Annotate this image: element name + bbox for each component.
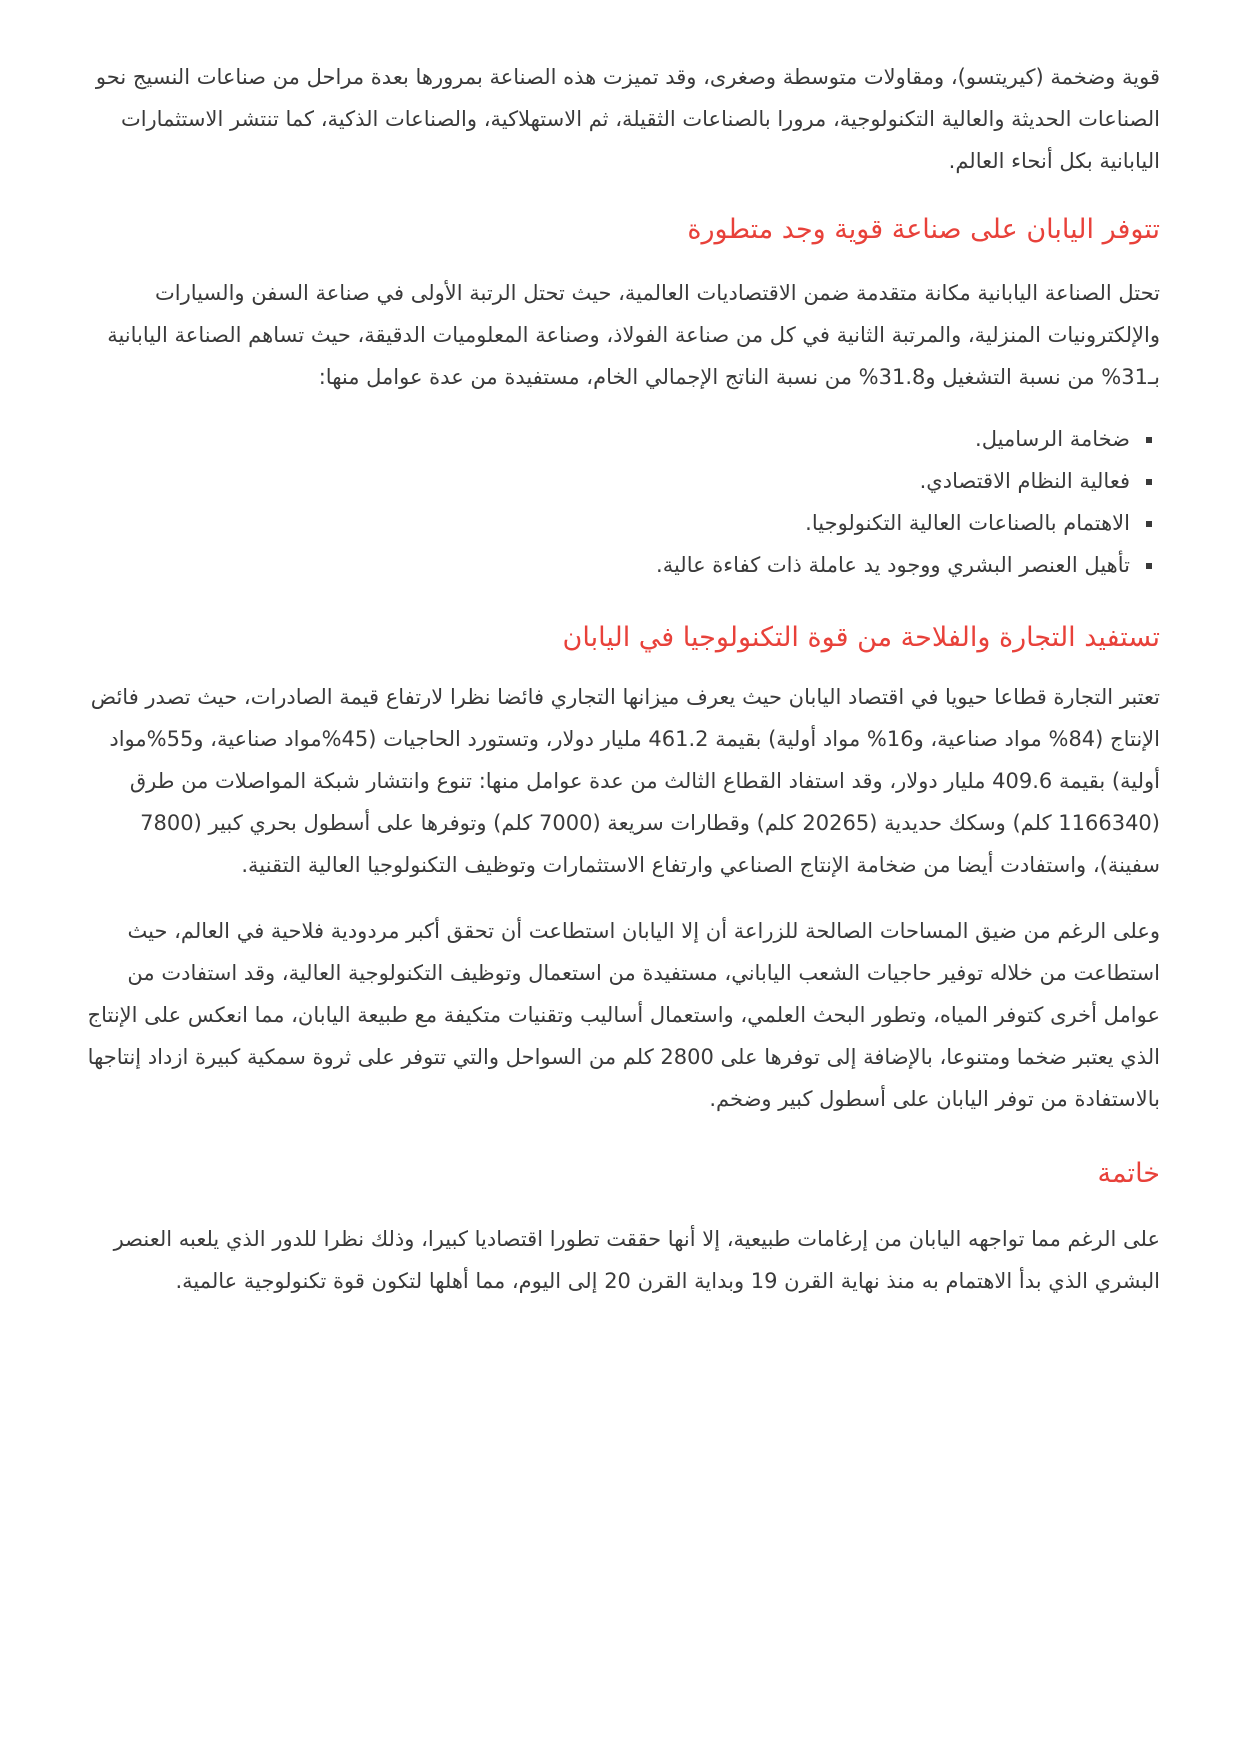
article-body bbox=[82, 56, 1160, 1302]
industry-factors-list bbox=[82, 418, 1160, 586]
trade-paragraph: تعتبر التجارة قطاعا حيويا في اقتصاد اليابان حيث يعرف ميزانها التجاري فائضا نظرا لارتفاع قيمة الصادرات، حيث تصدر فائض الإنتاج (84% مواد صناعية، و16% مواد أولية) بقيمة 461.2 مليار دولار، وتستورد الحاجيات (45%مواد صناعية، و55%مواد أولية) بقيمة 409.6 مليار دولار، وقد استفاد القطاع الثالث من عدة عوامل منها: تنوع وانتشار شبكة المواصلات من طرق (1166340 كلم) وسكك حديدية (20265 كلم) وقطارات سريعة (7000 كلم) وتوفرها على أسطول بحري كبير (7800 سفينة)، واستفادت أيضا من ضخامة الإنتاج الصناعي وارتفاع الاستثمارات وتوظيف التكنولوجيا العالية التقنية. bbox=[90, 685, 1160, 877]
section-heading-conclusion: خاتمة bbox=[1097, 1158, 1160, 1189]
intro-paragraph: قوية وضخمة (كيريتسو)، ومقاولات متوسطة وصغرى، وقد تميزت هذه الصناعة بمرورها بعدة مراحل من صناعات النسيج نحو الصناعات الحديثة والعالية التكنولوجية، مرورا بالصناعات الثقيلة، ثم الاستهلاكية، والصناعات الذكية، كما تنتشر الاستثمارات اليابانية بكل أنحاء العالم. bbox=[95, 65, 1160, 173]
conclusion-paragraph: على الرغم مما تواجهه اليابان من إرغامات طبيعية، إلا أنها حققت تطورا اقتصاديا كبيرا، وذلك نظرا للدور الذي يلعبه العنصر البشري الذي بدأ الاهتمام به منذ نهاية القرن 19 وبداية القرن 20 إلى اليوم، مما أهلها لتكون قوة تكنولوجية عالمية. bbox=[113, 1227, 1160, 1293]
agriculture-paragraph: وعلى الرغم من ضيق المساحات الصالحة للزراعة أن إلا اليابان استطاعت أن تحقق أكبر مردودية فلاحية في العالم، حيث استطاعت من خلاله توفير حاجيات الشعب الياباني، مستفيدة من استعمال وتوظيف التكنولوجية العالية، وقد استفادت من عوامل أخرى كتوفر المياه، وتطور البحث العلمي، واستعمال أساليب وتقنيات متكيفة مع طبيعة اليابان، مما انعكس على الإنتاج الذي يعتبر ضخما ومتنوعا، بالإضافة إلى توفرها على 2800 كلم من السواحل والتي تتوفر على ثروة سمكية كبيرة ازداد إنتاجها بالاستفادة من توفر اليابان على أسطول كبير وضخم. bbox=[87, 919, 1160, 1111]
section-heading-industry: تتوفر اليابان على صناعة قوية وجد متطورة bbox=[687, 214, 1160, 245]
list-item: تأهيل العنصر البشري ووجود يد عاملة ذات كفاءة عالية. bbox=[82, 544, 1130, 586]
industry-paragraph: تحتل الصناعة اليابانية مكانة متقدمة ضمن الاقتصاديات العالمية، حيث تحتل الرتبة الأولى في صناعة السفن والسيارات والإلكترونيات المنزلية، والمرتبة الثانية في كل من صناعة الفولاذ، وصناعة المعلوميات الدقيقة، حيث تساهم الصناعة اليابانية بـ31% من نسبة التشغيل و31.8% من نسبة الناتج الإجمالي الخام، مستفيدة من عدة عوامل منها: bbox=[107, 281, 1160, 389]
list-item: فعالية النظام الاقتصادي. bbox=[82, 460, 1130, 502]
list-item: الاهتمام بالصناعات العالية التكنولوجيا. bbox=[82, 502, 1130, 544]
list-item: ضخامة الرساميل. bbox=[82, 418, 1130, 460]
section-heading-trade: تستفيد التجارة والفلاحة من قوة التكنولوجيا في اليابان bbox=[562, 622, 1160, 653]
